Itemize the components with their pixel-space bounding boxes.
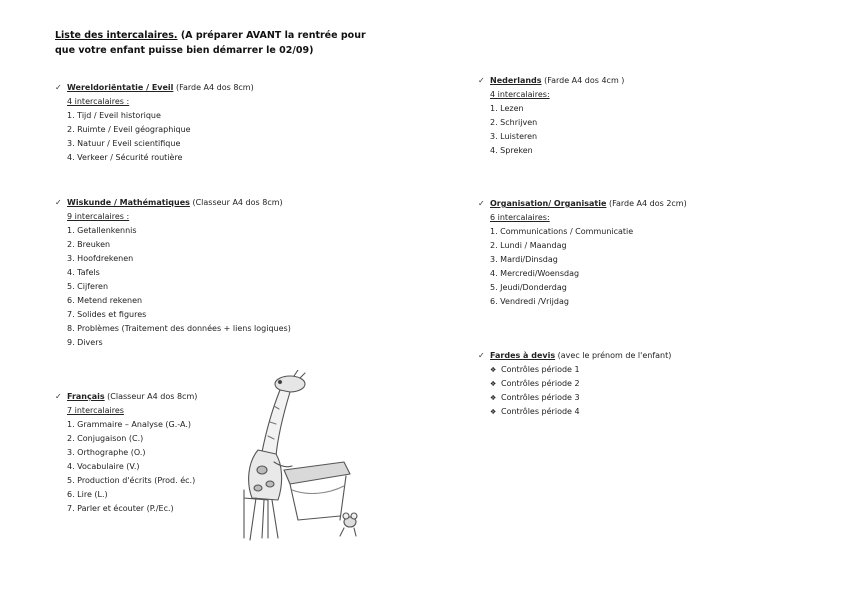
list-item: ❖ Contrôles période 3 xyxy=(490,391,671,405)
diamond-bullet-icon: ❖ xyxy=(490,380,497,388)
list-item: 8. Problèmes (Traitement des données + liens logiques) xyxy=(67,324,291,333)
list-item: 2. Lundi / Maandag xyxy=(490,241,567,250)
list-item: 3. Hoofdrekenen xyxy=(67,254,134,263)
list-item: 7. Solides et figures xyxy=(67,310,147,319)
check-mark-icon: ✓ xyxy=(478,199,485,208)
list-item: 4. Verkeer / Sécurité routière xyxy=(67,153,183,162)
section-subtitle: 7 intercalaires xyxy=(67,406,124,415)
list-item: 5. Jeudi/Donderdag xyxy=(490,283,567,292)
list-item: 5. Production d'écrits (Prod. éc.) xyxy=(67,476,196,485)
list-item: 6. Metend rekenen xyxy=(67,296,143,305)
section-title: Wiskunde / Mathématiques xyxy=(67,198,190,207)
list-item: ❖ Contrôles période 4 xyxy=(490,405,671,419)
section-title: Français xyxy=(67,392,105,401)
list-item: 6. Vendredi /Vrijdag xyxy=(490,297,569,306)
page-title xyxy=(55,28,375,58)
section-subtitle: 6 intercalaires: xyxy=(490,213,550,222)
check-mark-icon: ✓ xyxy=(478,351,485,360)
list-item: 1. Lezen xyxy=(490,104,524,113)
section-wereldorientatie xyxy=(55,81,254,165)
diamond-bullet-icon: ❖ xyxy=(490,394,497,402)
list-item: 2. Ruimte / Eveil géographique xyxy=(67,125,191,134)
section-fardes xyxy=(478,349,671,419)
list-item: 4. Spreken xyxy=(490,146,533,155)
page-title-underlined: Liste des intercalaires. xyxy=(55,30,178,41)
list-item: 2. Conjugaison (C.) xyxy=(67,434,144,443)
list-item: 3. Luisteren xyxy=(490,132,538,141)
section-binder: (Farde A4 dos 2cm) xyxy=(606,199,687,208)
section-subtitle: 4 intercalaires: xyxy=(490,90,550,99)
list-item: ❖ Contrôles période 1 xyxy=(490,363,671,377)
section-title: Fardes à devis xyxy=(490,351,556,360)
list-item: 3. Orthographe (O.) xyxy=(67,448,146,457)
section-title: Nederlands xyxy=(490,76,542,85)
list-item: 9. Divers xyxy=(67,338,103,347)
list-item: 1. Getallenkennis xyxy=(67,226,137,235)
list-item: 3. Mardi/Dinsdag xyxy=(490,255,558,264)
list-item: 4. Vocabulaire (V.) xyxy=(67,462,140,471)
list-item: 3. Natuur / Eveil scientifique xyxy=(67,139,181,148)
list-item: 1. Communications / Communicatie xyxy=(490,227,634,236)
giraffe-at-desk-illustration xyxy=(228,370,368,546)
list-item: 1. Grammaire – Analyse (G.-A.) xyxy=(67,420,192,429)
section-francais xyxy=(55,390,197,516)
item-list xyxy=(55,418,197,516)
item-list xyxy=(478,225,687,309)
item-list xyxy=(55,109,254,165)
list-item: 2. Breuken xyxy=(67,240,111,249)
section-wiskunde xyxy=(55,196,291,350)
list-item: 2. Schrijven xyxy=(490,118,538,127)
list-item: ❖ Contrôles période 2 xyxy=(490,377,671,391)
item-list xyxy=(478,102,624,158)
list-item: 7. Parler et écouter (P./Ec.) xyxy=(67,504,174,513)
section-nederlands xyxy=(478,74,624,158)
section-title: Organisation/ Organisatie xyxy=(490,199,607,208)
check-mark-icon: ✓ xyxy=(478,76,485,85)
section-subtitle: 9 intercalaires : xyxy=(67,212,130,221)
section-binder: (Farde A4 dos 4cm ) xyxy=(541,76,625,85)
check-mark-icon: ✓ xyxy=(55,392,62,401)
section-subtitle: 4 intercalaires : xyxy=(67,97,130,106)
section-binder: (avec le prénom de l'enfant) xyxy=(555,351,672,360)
page-title-rest: (A préparer AVANT la rentrée pour que votre enfant puisse bien démarrer le 02/09) xyxy=(55,30,366,56)
list-item: 5. Cijferen xyxy=(67,282,109,291)
list-item: 4. Mercredi/Woensdag xyxy=(490,269,580,278)
diamond-bullet-icon: ❖ xyxy=(490,366,497,374)
section-organisation xyxy=(478,197,687,309)
diamond-bullet-icon: ❖ xyxy=(490,408,497,416)
list-item: 6. Lire (L.) xyxy=(67,490,108,499)
section-title: Wereldoriëntatie / Eveil xyxy=(67,83,174,92)
list-item: 4. Tafels xyxy=(67,268,100,277)
item-list xyxy=(55,224,291,350)
section-binder: (Classeur A4 dos 8cm) xyxy=(104,392,198,401)
list-item: 1. Tijd / Eveil historique xyxy=(67,111,161,120)
check-mark-icon: ✓ xyxy=(55,198,62,207)
section-binder: (Farde A4 dos 8cm) xyxy=(173,83,254,92)
item-list xyxy=(478,363,671,419)
check-mark-icon: ✓ xyxy=(55,83,62,92)
section-binder: (Classeur A4 dos 8cm) xyxy=(189,198,283,207)
